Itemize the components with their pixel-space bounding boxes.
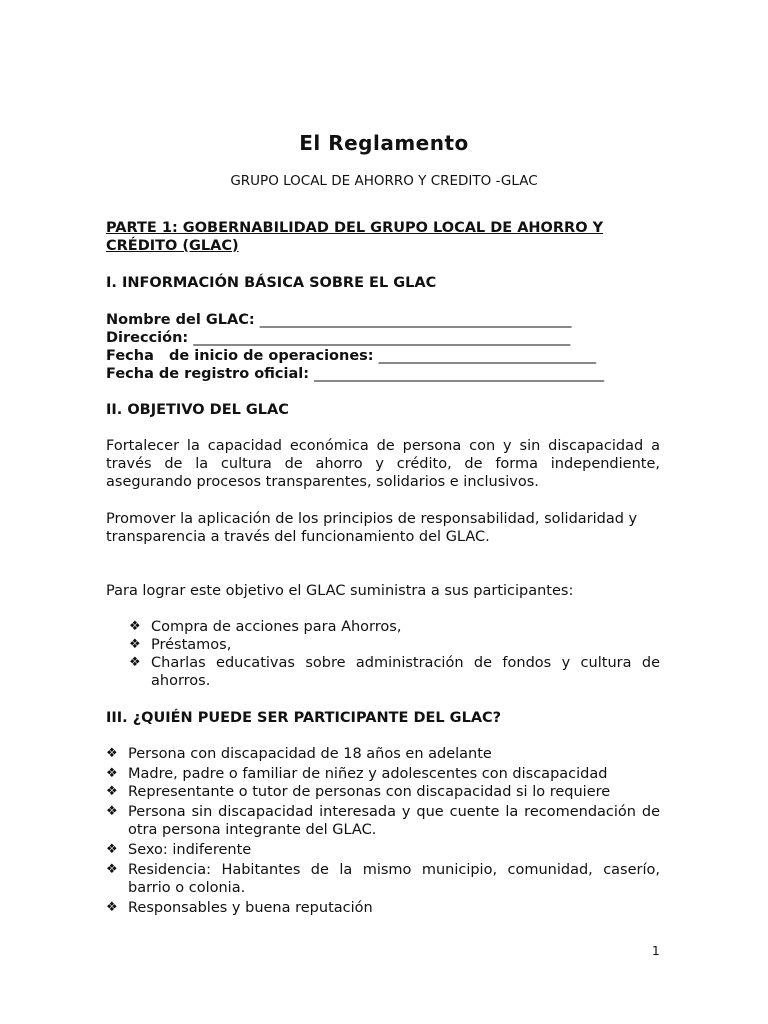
eligibility-list: [106, 745, 660, 917]
list-item: ❖ Responsables y buena reputación: [106, 900, 373, 916]
document-subtitle: GRUPO LOCAL DE AHORRO Y CREDITO -GLAC: [230, 173, 538, 189]
basic-info-fields: [106, 311, 660, 383]
field-label: Nombre del GLAC:: [106, 312, 260, 328]
field-registration-date[interactable]: [106, 365, 660, 383]
diamond-bullet-icon: ❖: [129, 655, 141, 670]
field-address[interactable]: [106, 329, 660, 347]
field-label: Dirección:: [106, 330, 194, 346]
field-blank[interactable]: ____________________________________________________: [193, 330, 571, 346]
field-blank[interactable]: ___________________________________________: [259, 312, 572, 328]
list-item: ❖ Representante o tutor de personas con discapacidad si lo requiere: [106, 784, 611, 800]
list-item: ❖ Persona con discapacidad de 18 años en adelante: [106, 746, 492, 762]
list-item: ❖ Préstamos,: [129, 637, 232, 653]
diamond-bullet-icon: ❖: [106, 862, 118, 877]
field-label: Fecha de inicio de operaciones:: [106, 348, 379, 364]
list-item: ❖ Residencia: Habitantes de la mismo municipio, comunidad, caserío, barrio o colonia.: [106, 862, 660, 896]
services-intro: Para lograr este objetivo el GLAC suministra a sus participantes:: [106, 583, 574, 599]
diamond-bullet-icon: ❖: [129, 619, 141, 634]
diamond-bullet-icon: ❖: [106, 746, 118, 761]
list-item: ❖ Sexo: indiferente: [106, 842, 252, 858]
diamond-bullet-icon: ❖: [106, 842, 118, 857]
diamond-bullet-icon: ❖: [106, 766, 118, 781]
diamond-bullet-icon: ❖: [129, 637, 141, 652]
section1-heading: I. INFORMACIÓN BÁSICA SOBRE EL GLAC: [106, 275, 437, 291]
list-item: ❖ Charlas educativas sobre administración de fondos y cultura de ahorros.: [129, 655, 660, 689]
objective-paragraph-1: Fortalecer la capacidad económica de persona con y sin discapacidad a través de la cultura de ahorro y crédito, de forma independiente, asegurando procesos transparentes, solidarios e inclusivos.: [106, 438, 660, 490]
page-number: 1: [652, 944, 660, 958]
list-item: ❖ Compra de acciones para Ahorros,: [129, 619, 402, 635]
diamond-bullet-icon: ❖: [106, 900, 118, 915]
diamond-bullet-icon: ❖: [106, 804, 118, 819]
objective-paragraph-2: Promover la aplicación de los principios de responsabilidad, solidaridad y transparencia a través del funcionamiento del GLAC.: [106, 511, 638, 545]
list-item: ❖ Persona sin discapacidad interesada y que cuente la recomendación de otra persona integrante del GLAC.: [106, 804, 660, 838]
field-blank[interactable]: ________________________________________: [314, 366, 605, 382]
document-title: El Reglamento: [299, 131, 469, 155]
diamond-bullet-icon: ❖: [106, 784, 118, 799]
services-list: [106, 618, 660, 690]
list-item: ❖ Madre, padre o familiar de niñez y adolescentes con discapacidad: [106, 766, 608, 782]
field-label: Fecha de registro oficial:: [106, 366, 315, 382]
section2-heading: II. OBJETIVO DEL GLAC: [106, 402, 289, 418]
part-heading: PARTE 1: GOBERNABILIDAD DEL GRUPO LOCAL DE AHORRO Y CRÉDITO (GLAC): [106, 220, 604, 254]
field-blank[interactable]: ______________________________: [378, 348, 597, 364]
field-glac-name[interactable]: [106, 311, 660, 329]
field-start-date[interactable]: [106, 347, 660, 365]
section3-heading: III. ¿QUIÉN PUEDE SER PARTICIPANTE DEL GLAC?: [106, 710, 502, 726]
